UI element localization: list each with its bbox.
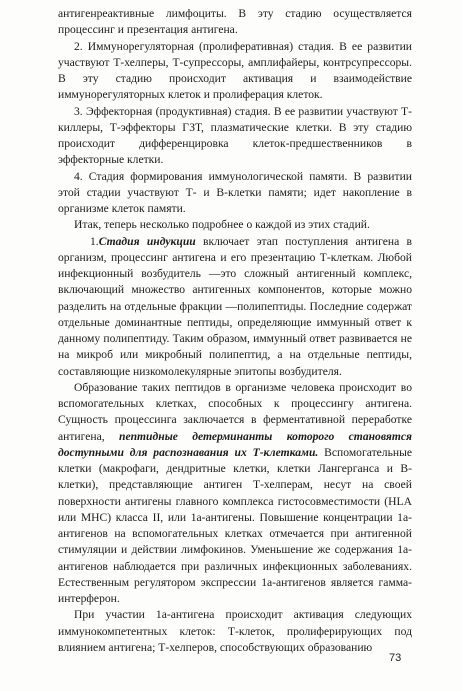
paragraph-text-end: Вспомогательные клетки (макрофаги, дендритные клетки, клетки Лангерганса и В-клетки), представляющие антиген Т-хелперам, несут на своей поверхности антигены главного комплекса гистосовместимости (HLA или МНС) класса II, или 1а-антигены. Повышение концентрации 1а-антигенов на вспомогательных клетках отмечается при антигенной стимуляции и действии лимфокинов. Уменьшение же содержания 1а-антигенов наблюдается при различных инфекционных заболеваниях. Естественным регулятором экспрессии 1а-антигенов является гамма-интерферон. <box>58 445 412 605</box>
paragraph-processing <box>58 380 412 608</box>
list-number: 1. <box>90 234 99 248</box>
emphasis-phrase: пептидные детерминанты которого становятся доступными для распознавания их Т-клетками. <box>58 429 412 459</box>
page-number: 73 <box>389 652 402 664</box>
paragraph-activation: При участии 1а-антигена происходит активация следующих иммунокомпетентных клеток: Т-клеток, пролиферирующих под влиянием антигена; Т-хелперов, способствующих образованию <box>58 608 412 654</box>
paragraph-text: включает этап поступления антигена в организм, процессинг антигена и его презентацию Т-клеткам. Любой инфекционный возбудитель —это сложный антигенный комплекс, включающий множество антигенных компонентов, которые можно разделить на отдельные фракции —полипептиды. Последние содержат отдельные доминантные пептиды, определяющие иммунный ответ к данному полипептиду. Таким образом, иммунный ответ развивается не на микроб или микробный полипептид, а на отдельные пептиды, составляющие низкомолекулярные эпитопы возбудителя. <box>58 234 412 378</box>
page-body <box>58 6 412 656</box>
paragraph-stage-2: 2. Иммунорегуляторная (пролиферативная) стадия. В ее развитии участвуют Т-хелперы, Т-супрессоры, амплифайеры, контрсупрессоры. В эту стадию происходит активация и взаимодействие иммунорегуляторных клеток и пролиферация клеток. <box>58 39 412 102</box>
paragraph-stage-3: 3. Эффекторная (продуктивная) стадия. В ее развитии участвуют Т-киллеры, Т-эффекторы ГЗТ, плазматические клетки. В эту стадию происходит дифференцировка клеток-предшественников в эффекторные клетки. <box>58 104 412 167</box>
paragraph-induction <box>58 234 412 380</box>
emphasis-heading: Стадия индукции <box>98 234 196 248</box>
paragraph-continuation: антигенреактивные лимфоциты. В эту стадию осуществляется процессинг и презентация антигена. <box>58 7 412 37</box>
paragraph-text-start: Образование таких пептидов в организме человека происходит во вспомогательных клетках, способных к процессингу антигена. Сущность процессинга заключается в ферментативной переработке антигена, <box>58 380 412 443</box>
paragraph-stage-4: 4. Стадия формирования иммунологической памяти. В развитии этой стадии участвуют Т- и В-клетки памяти; идет накопление в организме клеток памяти. <box>58 169 412 215</box>
paragraph-intro: Итак, теперь несколько подробнее о каждой из этих стадий. <box>74 218 370 232</box>
